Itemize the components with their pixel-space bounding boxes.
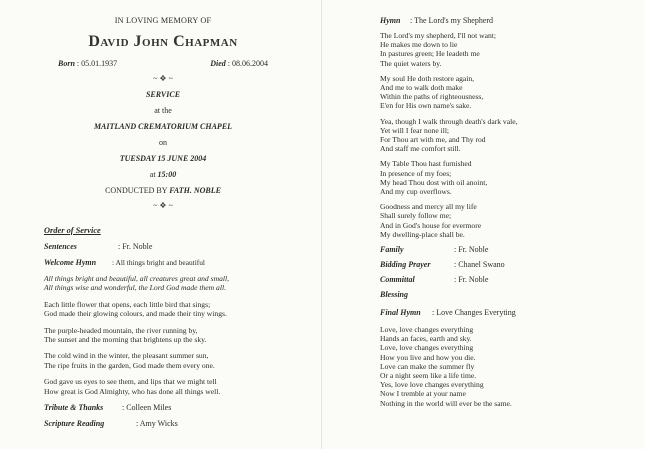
memory-heading: IN LOVING MEMORY OF — [114, 16, 212, 25]
psalm-verse-5: Goodness and mercy all my life Shall surely follow me; And in God's house for evermore My dwelling-place shall be. — [380, 202, 482, 239]
final-hymn-row: Final Hymn : Love Changes Everyting — [380, 308, 516, 318]
hymn-verse-4: The cold wind in the winter, the pleasant summer sun, The ripe fruits in the garden, God made them every one. — [44, 351, 215, 370]
service-time: at 15:00 — [149, 170, 177, 179]
psalm-verse-2: My soul He doth restore again, And me to walk doth make Within the paths of righteousness, E'en for His own name's sake. — [380, 73, 484, 111]
left-panel — [0, 0, 322, 449]
hymn-verse-3: The purple-headed mountain, the river running by, The sunset and the morning that brightens up the sky. — [44, 325, 207, 345]
psalm-verse-4: My Table Thou hast furnished In presence of my foes; My head Thou dost with oil anoint, And my cup overflows. — [380, 159, 488, 197]
at-the-text: at the — [154, 106, 172, 115]
scripture-row: Scripture Reading : Amy Wicks — [44, 419, 178, 429]
welcome-hymn-row: Welcome Hymn : All things bright and beautiful — [44, 258, 205, 267]
dates-row — [58, 59, 268, 68]
deceased-name: David John Chapman — [88, 33, 238, 50]
right-panel — [322, 0, 645, 449]
final-hymn-lyrics: Love, love changes everything Hands an faces, earth and sky. Love, love changes everything How you live and how you die. Love can make the summer fly Or a night seem like a life time. Yes, love love changes everything Now I tremble at your name Nothing in the world will ever be the same. — [380, 325, 512, 408]
psalm-verse-3: Yea, though I walk through death's dark vale, Yet will I fear none ill; For Thou art with me, and Thy rod And staff me comfort still. — [380, 116, 518, 154]
hymn-verse-1: All things bright and beautiful, all creatures great and small, All things wise and wonderful, the Lord God made them all. — [44, 274, 229, 293]
blessing-row: Blessing — [380, 290, 409, 300]
order-of-service-title: Order of Service — [44, 226, 101, 235]
venue: MAITLAND CREMATORIUM CHAPEL — [93, 122, 233, 131]
psalm-verse-1: The Lord's my shepherd, I'll not want; He makes me down to lie In pastures green; He leadeth me The quiet waters by. — [380, 31, 496, 68]
service-label: SERVICE — [145, 90, 181, 99]
hymn-verse-5: God gave us eyes to see them, and lips that we might tell How great is God Almighty, who has done all things well. — [44, 377, 221, 396]
tribute-row: Tribute & Thanks : Colleen Miles — [44, 403, 172, 413]
ornament-divider: ~ ❖ ~ — [153, 74, 173, 83]
hymn-row: Hymn : The Lord's my Shepherd — [380, 16, 494, 25]
died-date: Died : 08.06.2004 — [210, 59, 268, 68]
conducted-by: CONDUCTED BY FATH. NOBLE — [105, 186, 221, 195]
family-row: Family : Fr. Noble — [380, 245, 489, 255]
committal-row: Committal : Fr. Noble — [380, 275, 489, 285]
hymn-verse-2: Each little flower that opens, each little bird that sings; God made their glowing colours, and made their tiny wings. — [44, 299, 227, 319]
on-text: on — [159, 138, 167, 147]
sentences-row: Sentences : Fr. Noble — [44, 242, 153, 251]
ornament-divider-2: ~ ❖ ~ — [153, 201, 173, 210]
born-date: Born : 05.01.1937 — [58, 59, 118, 68]
service-date: TUESDAY 15 JUNE 2004 — [119, 154, 207, 163]
bidding-prayer-row: Bidding Prayer : Chanel Swano — [380, 260, 505, 270]
